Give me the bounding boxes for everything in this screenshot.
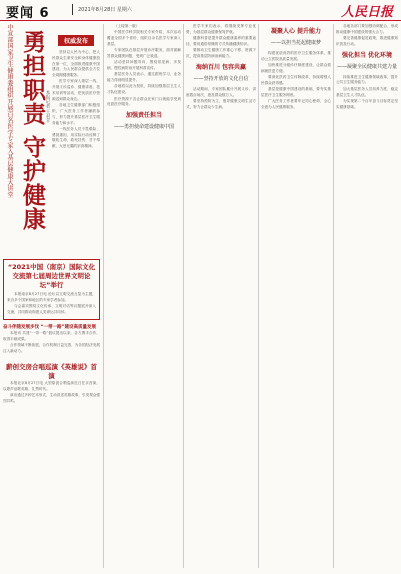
col2-para: 中国医学科学院相关专家介绍，本次活动覆盖全国多个省份，组织百余名医学专家深入基层。: [107, 30, 181, 46]
forum-box: [3, 255, 100, 405]
issue-date: 2021年8月28日 星期六: [78, 7, 132, 13]
forum-title: “2021中国（南京）国际文化交流第七届周边世界文明论坛”举行: [7, 263, 96, 289]
col4-para: 基层是健康中国建设的基础，要夯实基层医疗卫生服务网底。: [261, 87, 331, 98]
column-rule: [258, 24, 259, 568]
col5-subhead-quote: ——凝聚全民健康共建力量: [336, 63, 397, 70]
col2-para: 活动坚持问题导向，围绕常见病、多发病、慢性病防治开展科普宣传。: [107, 60, 181, 71]
col4-para: 构建优质高效的医疗卫生服务体系，推动公立医院高质量发展。: [261, 51, 331, 61]
col2-para: 各地将以此为契机，持续加强基层卫生人才队伍建设。: [107, 84, 181, 95]
lead-headline: 勇担职责 守护健康: [19, 30, 45, 232]
col3-para: 要坚持预防为主，倡导健康文明生活方式，努力让群众少生病。: [186, 98, 256, 109]
column-rule: [183, 24, 184, 568]
lead-article-body: [52, 28, 100, 151]
lead-para: 各地卫生健康部门积极组织，广大医务工作者踊跃参与，努力提升基层医疗卫生服务能力和水平。: [52, 103, 100, 125]
column-4: [261, 24, 331, 568]
column-rule: [103, 24, 104, 568]
col4-para: 加快推进分级诊疗制度建设，让群众看病就医更方便。: [261, 63, 331, 73]
col2-subhead-quote: ——勇担使命建设健康中国: [113, 124, 174, 131]
col2-para: 基层医务人员表示，通过跟班学习，业务能力得到明显提升。: [107, 72, 181, 83]
side-headline: 中宣部国家卫生健康委组织开展百名医学专家入基层健康大讲堂: [6, 24, 13, 198]
col4-para: 要深化医药卫生体制改革，持续增强人民群众获得感。: [261, 75, 331, 85]
second-article-title: 薪创交房合唱巡演《英雄说》首演: [6, 362, 97, 380]
col2-subhead: 加强责任担当: [125, 112, 162, 120]
col5-para: 为实现第二个百年奋斗目标奠定坚实健康基础。: [336, 98, 398, 109]
newspaper-logo: 人民日报: [340, 5, 393, 20]
page-number: 6: [39, 6, 50, 21]
section-title: [6, 2, 50, 21]
lead-para: 一线医务人员不畏艰险、勇挑重担，用实际行动诠释了敬佑生命、救死扶伤、甘于奉献、大爱无疆的崇高精神。: [52, 126, 100, 149]
col5-para: 加大基层医务人员培养力度，稳定基层卫生人才队伍。: [336, 86, 398, 97]
lead-author: 本报记者 王君平: [45, 90, 50, 123]
col3-subhead: 海纳百川 包容共赢: [195, 63, 247, 71]
page-header: [0, 0, 401, 21]
lead-para: 医学专家深入基层一线，开展义诊巡诊、健康讲座、技术培训等活动，把优质医疗资源送到群众身边。: [52, 79, 100, 101]
second-para: 演出通过多种艺术形式，生动讲述英雄故事，引发观众强烈共鸣。: [3, 392, 100, 403]
forum-para: 与会嘉宾围绕文化传承、文明对话等议题展开深入交流，共同推动构建人类命运共同体。: [7, 304, 96, 314]
header-divider: [72, 4, 73, 15]
col2-para: （上接第一版）: [114, 24, 140, 28]
second-para: 本报北京8月27日电 大型原创合唱巡演近日在京首演，以歌声讴歌英雄、礼赞时代。: [3, 380, 100, 391]
col5-para: 持续推进卫生健康领域改革，提升公共卫生服务能力。: [336, 74, 398, 85]
col4-subhead: 凝聚人心 提升能力: [270, 28, 322, 35]
promo-para: 合作领域不断拓展，合作机制日益完善，为各国经济发展注入新动力。: [3, 343, 100, 354]
authority-badge: 权威发布: [58, 35, 94, 46]
col3-para: 医学专家们表示，将继续发挥专业优势，为基层群众健康保驾护航。: [186, 24, 256, 34]
col4-subhead-quote: ——以担当托起健康梦: [270, 40, 321, 46]
col3-subhead-quote: ——坚持开放的文化自信: [193, 75, 249, 82]
column-3: [186, 24, 256, 568]
col5-subhead: 强化担当 优化环境: [341, 51, 393, 59]
forum-para: 本报南京8月27日电 论坛以文明交流互鉴为主题，来自多个国家和地区的专家学者参加。: [7, 292, 96, 302]
col5-para: 各地各部门要加强协调配合，形成推动健康中国建设的强大合力。: [336, 24, 398, 34]
col3-para: 要推动卫生健康工作重心下移、资源下沉，提高基层防病治病能力。: [186, 48, 256, 58]
col2-para: 医疗资源下沉让群众在家门口就能享受到优质医疗服务。: [107, 96, 181, 107]
col3-para: 健康科普是提升群众健康素养的重要途径，要用通俗易懂的方式传播健康知识。: [186, 36, 256, 46]
lead-para: 坚持以人民为中心，把人民群众生命安全和身体健康放在第一位，全面推进健康中国建设，为人民群众提供全方位全周期健康服务。: [52, 50, 100, 78]
promo-para: 本报讯 共建“一带一路”倡议提出以来，各方携手合作，取得丰硕成果。: [3, 331, 100, 341]
promo-caption: 奋斗伴随发展步伐 “一带一路”建设高质量发展: [3, 325, 96, 331]
column-5: [336, 24, 398, 568]
lead-text: [52, 50, 100, 150]
section-name: 要闻: [6, 6, 35, 21]
col5-para: 要完善健康促进政策，推进健康知识普及行动。: [336, 36, 398, 46]
col2-para: 专家团队在基层开展诊疗服务，面对面解答群众健康问题，受到广泛欢迎。: [107, 48, 181, 58]
column-rule: [333, 24, 334, 568]
col4-para: 广大医务工作者要牢记初心使命，全心全意为人民健康服务。: [261, 99, 331, 110]
column-2: [107, 24, 181, 568]
col3-para: 活动期间，专家团队累计开展义诊、讲座数百场次，惠及群众数万人。: [186, 86, 256, 97]
